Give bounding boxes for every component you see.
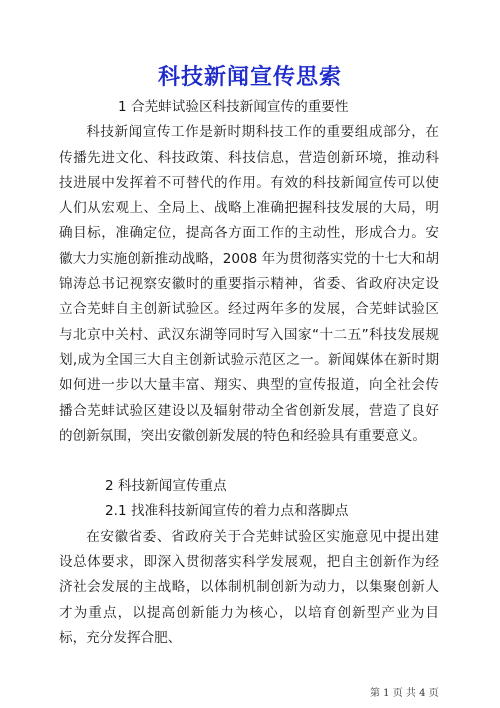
section-2-1-paragraph: 在安徽省委、省政府关于合芜蚌试验区实施意见中提出建设总体要求，即深入贯彻落实科学发展观，把自主创新作为经济社会发展的主战略，以体制机制创新为动力，以集聚创新人才为重点，以提高创新能力为核心，以培育创新型产业为目标，充分发挥合肥、 — [59, 528, 439, 646]
section-1-heading: 1 合芜蚌试验区科技新闻宣传的重要性 — [118, 99, 349, 115]
document-title: 科技新闻宣传思索 — [157, 64, 342, 90]
section-2-1-heading: 2.1 找准科技新闻宣传的着力点和落脚点 — [105, 503, 349, 520]
section-1-paragraph: 科技新闻宣传工作是新时期科技工作的重要组成部分，在传播先进文化、科技政策、科技信息，营造创新环境，推动科技进展中发挥着不可替代的作用。有效的科技新闻宣传可以使人们从宏观上、全局上、战略上准确把握科技发展的大局，明确目标，准确定位，提高各方面工作的主动性，形成合力。安徽大力实施创新推动战略，2008 年为贯彻落实党的十七大和胡锦涛总书记视察安徽时的重要指示精神，省委、省政府决定设立合芜蚌自主创新试验区。经过两年多的发展，合芜蚌试验区与北京中关村、武汉东湖等同时写入国家“十二五”科技发展规划,成为全国三大自主创新试验示范区之一。新闻媒体在新时期如何进一步以大量丰富、翔实、典型的宣传报道，向全社会传播合芜蚌试验区建设以及辐射带动全省创新发展，营造了良好的创新氛围，突出安徽创新发展的特色和经验具有重要意义。 — [59, 124, 439, 444]
document-body — [59, 95, 439, 651]
page-indicator: 第 1 页 共 4 页 — [370, 688, 439, 699]
section-spacer — [59, 449, 439, 474]
section-2-heading: 2 科技新闻宣传重点 — [105, 478, 227, 495]
